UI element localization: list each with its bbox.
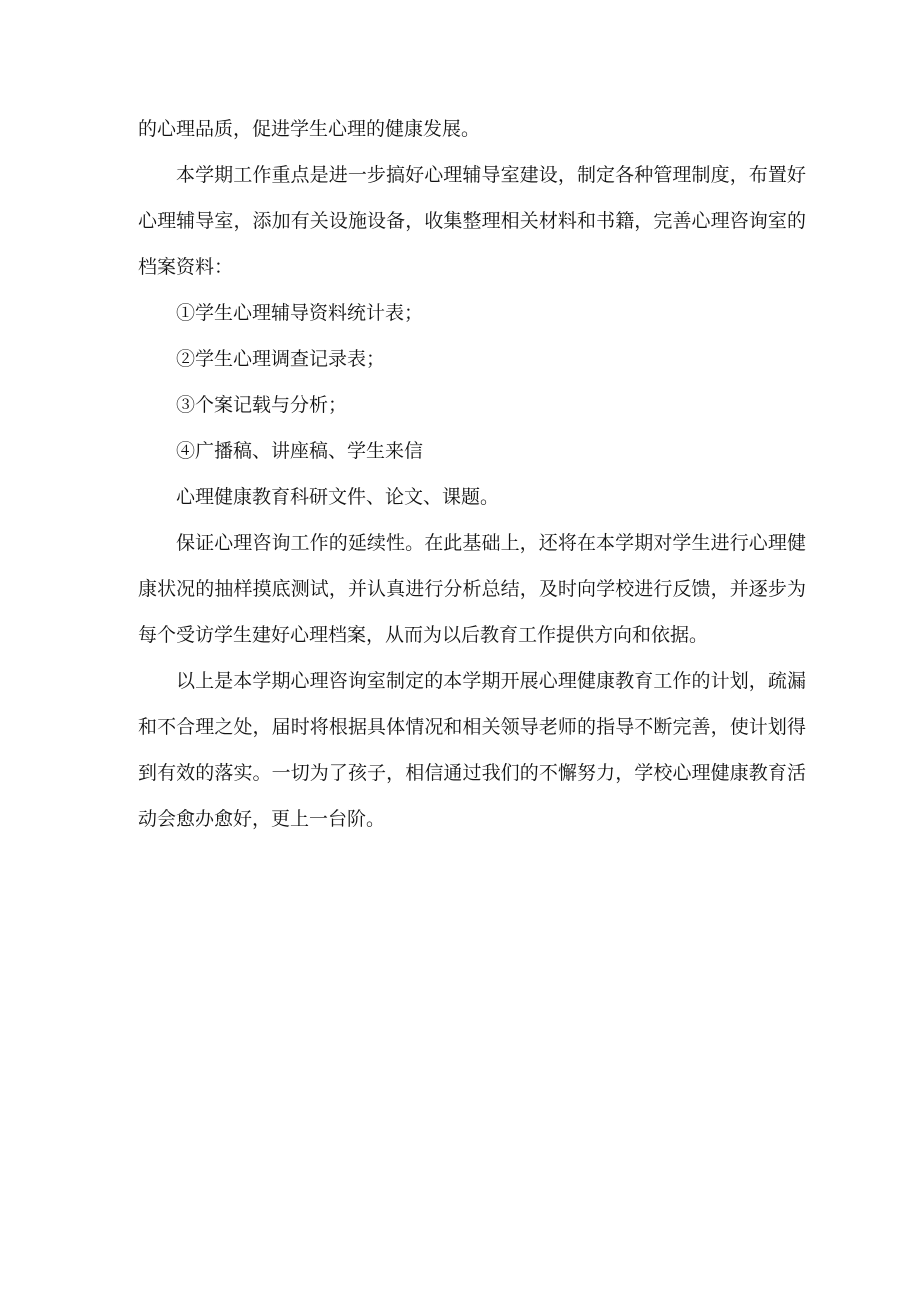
paragraph-research-files: 心理健康教育科研文件、论文、课题。 [176,486,500,508]
list-item-broadcast-lectures-letters: ④广播稿、讲座稿、学生来信 [176,440,424,462]
paragraph-semester-focus: 本学期工作重点是进一步搞好心理辅导室建设，制定各种管理制度，布置好心理辅导室，添加有关设施设备，收集整理相关材料和书籍，完善心理咨询室的档案资料： [138,164,806,278]
paragraph-conclusion: 以上是本学期心理咨询室制定的本学期开展心理健康教育工作的计划，疏漏和不合理之处，届时将根据具体情况和相关领导老师的指导不断完善，使计划得到有效的落实。一切为了孩子，相信通过我们的不懈努力，学校心理健康教育活动会愈办愈好，更上一台阶。 [138,670,806,830]
list-item-case-analysis: ③个案记载与分析； [176,394,348,416]
document-body [138,106,806,842]
list-item-survey-record: ②学生心理调查记录表； [176,348,386,370]
paragraph-continuation: 的心理品质，促进学生心理的健康发展。 [138,118,481,140]
paragraph-continuity: 保证心理咨询工作的延续性。在此基础上，还将在本学期对学生进行心理健康状况的抽样摸底测试，并认真进行分析总结，及时向学校进行反馈，并逐步为每个受访学生建好心理档案，从而为以后教育工作提供方向和依据。 [138,532,806,646]
list-item-statistics-table: ①学生心理辅导资料统计表； [176,302,424,324]
